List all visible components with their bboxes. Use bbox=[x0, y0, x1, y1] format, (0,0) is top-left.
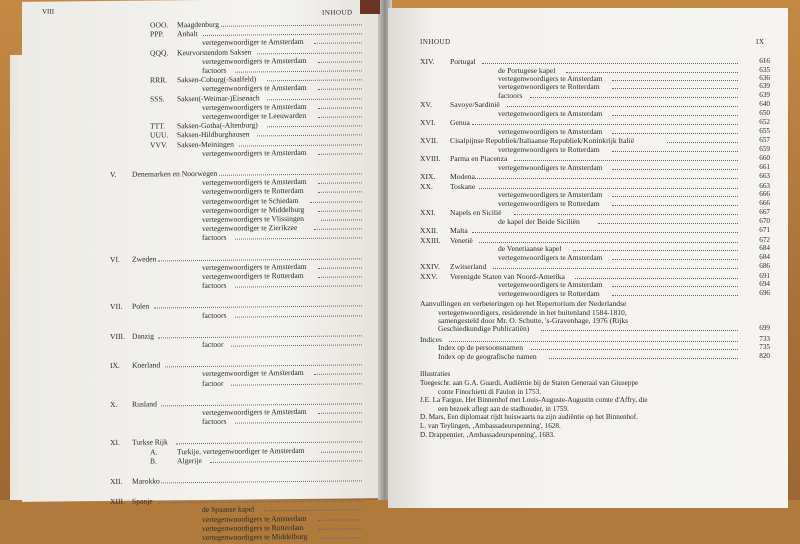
toc-page-number: 691 bbox=[759, 272, 770, 280]
toc-page-number: 639 bbox=[759, 90, 770, 99]
toc-entry-text: vertegenwoordigers te Rotterdam bbox=[498, 82, 600, 92]
toc-entry-text: Saksen(-Weimar-)Eisenach bbox=[177, 92, 260, 103]
dotted-leader bbox=[158, 335, 362, 338]
toc-entry-label: XXII. bbox=[420, 226, 438, 236]
dotted-leader bbox=[210, 460, 362, 463]
toc-page-number: 735 bbox=[759, 343, 770, 352]
toc-page-number: 635 bbox=[759, 65, 770, 74]
toc-entry-text: vertegenwoordigers te Rotterdam bbox=[202, 522, 304, 533]
dotted-leader bbox=[318, 519, 362, 520]
dotted-leader bbox=[598, 223, 738, 224]
toc-page-number: 670 bbox=[759, 216, 770, 225]
toc-page-number: 660 bbox=[759, 154, 770, 163]
toc-entry-text: vertegenwoordigers te Amsterdam bbox=[202, 513, 307, 524]
toc-entry-label: UUU. bbox=[150, 130, 169, 140]
toc-entry-label: XXV. bbox=[420, 272, 438, 281]
dotted-leader bbox=[612, 80, 738, 81]
illustration-credit: D. Mars, Een diplomaat rijdt huiswaarts na zijn audiëntie op het Binnenhof. bbox=[420, 413, 638, 422]
dotted-leader bbox=[472, 232, 738, 233]
toc-page-number: 671 bbox=[759, 226, 770, 235]
toc-entry-label: QQQ. bbox=[150, 47, 169, 58]
illustration-credit: conte Finochietti di Faulon in 1753. bbox=[438, 387, 542, 396]
toc-entry-label: VVV. bbox=[150, 139, 168, 150]
toc-entry-text: factoors bbox=[498, 90, 523, 100]
right-page-number: IX bbox=[756, 38, 765, 46]
toc-entry-text: Geschiedkundige Publicatiën) bbox=[438, 324, 530, 334]
toc-entry-text: Zweden bbox=[132, 254, 157, 264]
dotted-leader bbox=[612, 259, 738, 260]
toc-page-number: 696 bbox=[759, 288, 770, 297]
toc-entry-label: SSS. bbox=[150, 93, 165, 104]
dotted-leader bbox=[507, 106, 738, 107]
toc-entry-label: X. bbox=[110, 399, 118, 409]
toc-page-number: 733 bbox=[759, 334, 770, 343]
toc-entry-text: Saksen-Meiningen bbox=[177, 139, 234, 149]
toc-page-number: 652 bbox=[759, 118, 770, 127]
toc-entry-label: XX. bbox=[420, 182, 433, 191]
dotted-leader bbox=[161, 480, 362, 483]
toc-page-number: 640 bbox=[759, 100, 770, 109]
dotted-leader bbox=[257, 135, 362, 137]
dotted-leader bbox=[612, 151, 738, 152]
dotted-leader bbox=[264, 510, 362, 512]
toc-entry-text: vertegenwoordigers te Amsterdam bbox=[498, 162, 603, 172]
toc-entry-text: vertegenwoordigers te Rotterdam bbox=[202, 186, 304, 197]
toc-entry-text: vertegenwoordigers te Amsterdam bbox=[202, 55, 307, 66]
dotted-leader bbox=[318, 412, 362, 413]
toc-entry-label: XXIII. bbox=[420, 236, 441, 245]
toc-entry-text: vertegenwoordigers te Amsterdam bbox=[498, 190, 603, 200]
toc-entry-text: vertegenwoordigers te Rotterdam bbox=[498, 198, 600, 208]
toc-entry-text: Rusland bbox=[132, 399, 157, 409]
toc-entry-text: Napels en Sicilië bbox=[450, 208, 502, 218]
toc-page-number: 661 bbox=[759, 162, 770, 171]
dotted-leader bbox=[239, 144, 362, 146]
dotted-leader bbox=[612, 196, 738, 197]
toc-page-number: 663 bbox=[759, 182, 770, 190]
toc-entry-text: Parma en Piacenza bbox=[450, 154, 508, 164]
toc-page-number: 657 bbox=[759, 136, 770, 145]
toc-entry-text: de Spaanse kapel bbox=[202, 504, 255, 515]
toc-entry-label: XXI. bbox=[420, 208, 436, 218]
toc-entry-text: vertegenwoordiger te Leeuwarden bbox=[202, 110, 307, 121]
dotted-leader bbox=[575, 278, 738, 279]
toc-entry-text: Index op de geografische namen bbox=[438, 351, 537, 361]
toc-entry-text: vertegenwoordigers te Rotterdam bbox=[498, 288, 600, 298]
dotted-leader bbox=[493, 268, 738, 269]
toc-entry-label: IX. bbox=[110, 361, 120, 371]
toc-entry-label: XIII. bbox=[110, 496, 125, 507]
toc-entry-label: A. bbox=[150, 447, 158, 457]
toc-entry-text: factoors bbox=[202, 416, 227, 427]
dotted-leader bbox=[318, 61, 362, 62]
dotted-leader bbox=[158, 258, 362, 261]
toc-entry-text: factoors bbox=[202, 65, 227, 75]
dotted-leader bbox=[321, 537, 362, 538]
dotted-leader bbox=[257, 52, 362, 54]
dotted-leader bbox=[318, 183, 362, 184]
toc-entry-text: vertegenwoordiger te Middelburg bbox=[202, 204, 305, 215]
toc-entry-text: de Venetiaanse kapel bbox=[498, 244, 562, 254]
dotted-leader bbox=[231, 383, 362, 385]
dotted-leader bbox=[314, 43, 362, 45]
toc-entry-label: VIII. bbox=[110, 331, 125, 341]
dotted-leader bbox=[482, 63, 738, 64]
illustration-credit: D. Drappentier, ‚Ambassadeurspenning', 1683. bbox=[420, 430, 555, 439]
toc-entry-text: factoors bbox=[202, 280, 227, 291]
dotted-leader bbox=[321, 219, 362, 220]
toc-entry-text: Venetië bbox=[450, 236, 473, 245]
toc-page-number: 616 bbox=[759, 57, 770, 66]
dotted-leader bbox=[514, 214, 738, 215]
toc-entry-text: vertegenwoordigers te Amsterdam bbox=[202, 147, 307, 158]
toc-entry-text: vertegenwoordigers te Amsterdam bbox=[498, 280, 603, 290]
toc-entry-text: vertegenwoordiger te Amsterdam bbox=[202, 368, 304, 379]
toc-entry-label: XVIII. bbox=[420, 154, 441, 164]
toc-entry-text: Algerije bbox=[177, 455, 202, 466]
toc-page-number: 666 bbox=[759, 198, 770, 207]
toc-entry-label: PPP. bbox=[150, 29, 164, 39]
left-running-head: INHOUD bbox=[322, 8, 353, 17]
illustration-credit: L. van Teylingen, ‚Ambassadeurspenning', 1628. bbox=[420, 422, 561, 430]
dotted-leader bbox=[549, 358, 739, 359]
toc-entry-text: vertegenwoordiger te Zierikzee bbox=[202, 223, 298, 234]
dotted-leader bbox=[541, 330, 738, 331]
dotted-leader bbox=[612, 286, 738, 287]
toc-page-number: 663 bbox=[759, 172, 770, 181]
toc-entry-text: Index op de persoonsnamen bbox=[438, 343, 523, 353]
toc-entry-text: Malta bbox=[450, 226, 468, 236]
toc-entry-text: Saksen-Coburg(-Saalfeld) bbox=[177, 74, 257, 85]
dotted-leader bbox=[267, 80, 362, 82]
right-running-head: INHOUD bbox=[420, 38, 451, 46]
toc-entry-text: de Portugese kapel bbox=[498, 65, 556, 75]
toc-entry-text: vertegenwoordigers te Amsterdam bbox=[202, 406, 307, 417]
dotted-leader bbox=[479, 242, 738, 243]
dotted-leader bbox=[318, 528, 362, 529]
toc-entry-text: vertegenwoordigers te Vlissingen bbox=[202, 213, 304, 224]
illustration-credit: Toegeschr. aan G.A. Guardi, Audiëntie bij de Staten Generaal van Giuseppe bbox=[420, 379, 639, 387]
dotted-leader bbox=[573, 250, 738, 251]
dotted-leader bbox=[530, 97, 738, 98]
toc-entry-text: Aanvullingen en verbeteringen op het Repertorium der Nederlandse bbox=[420, 299, 627, 309]
toc-entry-text: de kapel der Beide Siciliën bbox=[498, 216, 580, 226]
toc-entry-text: factoors bbox=[202, 310, 227, 320]
toc-entry-text: Toskane bbox=[450, 182, 476, 191]
toc-page-number: 667 bbox=[759, 208, 770, 217]
toc-page-number: 684 bbox=[759, 244, 770, 253]
toc-page-number: 636 bbox=[759, 74, 770, 82]
toc-entry-text: Saksen-Gotha(-Altenburg) bbox=[177, 120, 258, 131]
toc-entry-text: Portugal bbox=[450, 57, 476, 67]
toc-entry-label: RRR. bbox=[150, 75, 168, 85]
dotted-leader bbox=[158, 501, 362, 504]
toc-entry-text: vertegenwoordigers te Amsterdam bbox=[498, 252, 603, 262]
toc-entry-text: Keurvorstendom Saksen bbox=[177, 47, 252, 57]
toc-entry-label: XII. bbox=[110, 476, 123, 486]
illustration-credit: J.E. La Fargue, Het Binnenhof met Louis-Auguste-Augustin comte d'Affry, die bbox=[420, 396, 648, 405]
dotted-leader bbox=[514, 160, 738, 161]
dotted-leader bbox=[221, 24, 362, 26]
toc-entry-label: XIV. bbox=[420, 57, 435, 67]
toc-page-number: 659 bbox=[759, 144, 770, 153]
dotted-leader bbox=[165, 365, 362, 368]
toc-entry-text: vertegenwoordigers, residerende in het buitenland 1584-1810, bbox=[438, 307, 627, 317]
toc-page-number: 672 bbox=[759, 236, 770, 244]
left-page-number: VIII bbox=[42, 7, 55, 16]
dotted-leader bbox=[203, 34, 362, 37]
toc-entry-text: vertegenwoordigers te Rotterdam bbox=[202, 270, 304, 281]
toc-entry-text: Modena bbox=[450, 172, 475, 182]
dotted-leader bbox=[176, 442, 362, 445]
dotted-leader bbox=[235, 286, 362, 288]
left-page bbox=[22, 0, 382, 542]
dotted-leader bbox=[267, 98, 362, 100]
toc-entry-label: XVI. bbox=[420, 118, 436, 128]
toc-entry-text: Maagdenburg bbox=[177, 19, 220, 30]
dotted-leader bbox=[472, 124, 738, 125]
dotted-leader bbox=[310, 201, 362, 203]
dotted-leader bbox=[318, 116, 362, 117]
toc-entry-label: XI. bbox=[110, 438, 120, 448]
toc-entry-text: Cisalpijnse Republiek/Italiaanse Republiek/Koninkrijk Italië bbox=[450, 136, 635, 146]
dotted-leader bbox=[318, 107, 362, 108]
toc-entry-label: XXIV. bbox=[420, 262, 440, 272]
dotted-leader bbox=[531, 349, 738, 350]
dotted-leader bbox=[314, 374, 362, 376]
toc-entry-text: Saksen-Hildburghausen bbox=[177, 129, 250, 140]
toc-entry-text: Koerland bbox=[132, 360, 161, 370]
toc-entry-label: B. bbox=[150, 456, 157, 466]
toc-entry-text: Denemarken en Noorwegen bbox=[132, 168, 218, 179]
toc-page-number: 820 bbox=[759, 351, 770, 360]
toc-entry-text: samengesteld door Mr. O. Schutte, 's-Gravenhage, 1976 (Rijks bbox=[438, 316, 629, 325]
toc-entry-text: vertegenwoordigers te Rotterdam bbox=[498, 144, 600, 154]
dotted-leader bbox=[161, 403, 362, 406]
toc-entry-text: Polen bbox=[132, 301, 150, 312]
toc-entry-text: Marokko bbox=[132, 476, 160, 486]
toc-entry-text: Verenigde Staten van Noord-Amerika bbox=[450, 272, 565, 281]
dotted-leader bbox=[475, 178, 738, 179]
toc-entry-text: factoors bbox=[202, 233, 227, 243]
dotted-leader bbox=[318, 89, 362, 90]
toc-entry-text: factoor bbox=[202, 378, 224, 388]
dotted-leader bbox=[566, 72, 738, 73]
toc-entry-text: vertegenwoordiger te Amsterdam bbox=[202, 37, 304, 48]
dotted-leader bbox=[449, 341, 738, 342]
toc-entry-text: factoor bbox=[202, 339, 224, 349]
toc-entry-text: vertegenwoordigers te Amsterdam bbox=[202, 261, 307, 272]
toc-entry-label: XVII. bbox=[420, 136, 438, 146]
dotted-leader bbox=[267, 126, 362, 128]
right-page bbox=[388, 8, 788, 508]
dotted-leader bbox=[231, 344, 362, 346]
toc-entry-label: TTT. bbox=[150, 121, 166, 131]
dotted-leader bbox=[479, 188, 738, 189]
dotted-leader bbox=[235, 422, 362, 424]
toc-entry-text: Turkije, vertegenwoordiger te Amsterdam bbox=[177, 445, 305, 456]
dotted-leader bbox=[612, 169, 738, 170]
dotted-leader bbox=[318, 210, 362, 211]
toc-entry-label: V. bbox=[110, 169, 117, 179]
toc-entry-text: Anhalt bbox=[177, 29, 198, 39]
dotted-leader bbox=[612, 88, 738, 89]
toc-page-number: 666 bbox=[759, 190, 770, 199]
dotted-leader bbox=[612, 295, 738, 296]
toc-entry-text: Turkse Rijk bbox=[132, 437, 168, 448]
toc-entry-text: vertegenwoordigers te Amsterdam bbox=[202, 177, 307, 188]
dotted-leader bbox=[235, 238, 362, 240]
dotted-leader bbox=[612, 133, 738, 134]
toc-entry-text: vertegenwoordigers te Amsterdam bbox=[498, 108, 603, 118]
toc-entry-label: VII. bbox=[110, 302, 123, 312]
dotted-leader bbox=[321, 451, 362, 452]
illustrations-heading: Illustraties bbox=[420, 370, 451, 378]
toc-page-number: 639 bbox=[759, 82, 770, 91]
dotted-leader bbox=[612, 115, 738, 116]
toc-entry-label: VI. bbox=[110, 254, 120, 264]
toc-entry-text: Danzig bbox=[132, 331, 154, 341]
toc-entry-label: XV. bbox=[420, 100, 432, 110]
toc-entry-text: vertegenwoordiger te Schiedam bbox=[202, 195, 299, 206]
toc-page-number: 686 bbox=[759, 262, 770, 271]
toc-entry-text: Genua bbox=[450, 118, 470, 128]
dotted-leader bbox=[235, 70, 362, 72]
dotted-leader bbox=[612, 205, 738, 206]
toc-entry-text: Savoye/Sardinië bbox=[450, 100, 500, 110]
illustration-credit: een bezoek aflegt aan de stadhouder, in 1759. bbox=[438, 404, 569, 413]
toc-entry-label: OOO. bbox=[150, 20, 169, 30]
dotted-leader bbox=[318, 276, 362, 277]
dotted-leader bbox=[318, 192, 362, 193]
dotted-leader bbox=[667, 142, 738, 143]
dotted-leader bbox=[154, 306, 362, 309]
toc-entry-label: XIX. bbox=[420, 172, 436, 182]
toc-entry-text: Zwitserland bbox=[450, 262, 487, 272]
toc-page-number: 699 bbox=[759, 324, 770, 333]
dotted-leader bbox=[314, 229, 362, 231]
dotted-leader bbox=[235, 315, 362, 317]
toc-entry-text: Indices bbox=[420, 334, 442, 344]
toc-page-number: 684 bbox=[759, 252, 770, 261]
dotted-leader bbox=[318, 153, 362, 154]
toc-entry-text: vertegenwoordigers te Amsterdam bbox=[498, 126, 603, 136]
toc-page-number: 650 bbox=[759, 108, 770, 117]
toc-page-number: 655 bbox=[759, 126, 770, 135]
toc-entry-text: Spanje bbox=[132, 496, 153, 506]
toc-entry-text: vertegenwoordigers te Amsterdam bbox=[202, 83, 307, 94]
bookmark-ribbon bbox=[360, 0, 380, 14]
toc-entry-text: vertegenwoordigers te Middelburg bbox=[202, 531, 308, 542]
dotted-leader bbox=[318, 267, 362, 268]
toc-entry-text: vertegenwoordigers te Amsterdam bbox=[202, 101, 307, 112]
dotted-leader bbox=[219, 173, 362, 175]
toc-page-number: 694 bbox=[759, 280, 770, 289]
toc-entry-text: vertegenwoordigers te Amsterdam bbox=[498, 74, 603, 83]
